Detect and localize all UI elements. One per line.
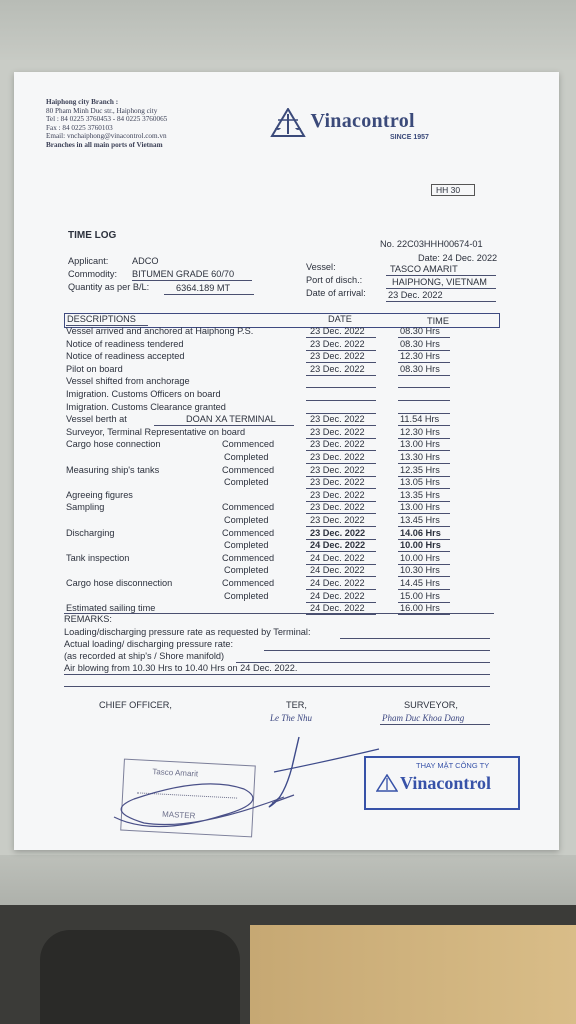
row-time-underline [398,400,450,401]
row-description: Discharging [66,527,115,538]
row-date-underline [306,400,376,401]
row-time: 12.30 Hrs [400,351,440,362]
row-date: 24 Dec. 2022 [310,540,366,551]
row-time: 08.30 Hrs [400,338,440,349]
remarks-line4: Air blowing from 10.30 Hrs to 10.40 Hrs on 24 Dec. 2022. [64,663,298,673]
row-time-underline [398,614,450,615]
row-date: 23 Dec. 2022 [310,326,365,336]
vessel-underline [386,275,496,276]
row-time: 13.00 Hrs [400,439,440,450]
row-sub-label: Commenced [222,552,275,563]
row-date: 23 Dec. 2022 [310,489,365,500]
row-sub-label: Commenced [222,578,275,588]
row-sub-label: Completed [224,515,269,525]
remarks-blank-line [64,686,490,687]
scales-icon [270,108,306,138]
row-time: 08.30 Hrs [400,326,440,336]
branch-address: 80 Pham Minh Duc str., Haiphong city [46,106,158,115]
applicant-label: Applicant: [68,256,109,266]
row-description: Tank inspection [66,552,130,563]
remarks-line1: Loading/discharging pressure rate as requested by Terminal: [64,627,311,637]
quantity-label: Quantity as per B/L: [68,282,150,292]
row-date: 23 Dec. 2022 [310,502,365,513]
stamp-company-name: Vinacontrol [400,773,492,793]
vessel-value: TASCO AMARIT [390,264,458,274]
row-date: 24 Dec. 2022 [310,578,365,588]
row-time: 13.35 Hrs [400,489,440,500]
row-description: Imigration. Customs Officers on board [66,389,221,399]
row-time: 12.35 Hrs [400,464,440,475]
remarks-line1-underline [340,638,490,639]
row-date: 23 Dec. 2022 [310,439,365,450]
master-stamp-title: MASTER [161,809,196,821]
row-date: 23 Dec. 2022 [310,338,365,349]
branch-header [46,98,167,150]
row-date: 24 Dec. 2022 [310,590,365,601]
row-sub-label: Commenced [222,439,275,450]
remarks-label: REMARKS: [64,614,112,624]
port-label: Port of disch.: [306,275,363,285]
row-description: Estimated sailing time [66,603,156,614]
row-description: Vessel arrived and anchored at Haiphong P.S. [66,326,254,336]
row-date: 23 Dec. 2022 [310,363,365,374]
commodity-value: BITUMEN GRADE 60/70 [132,269,235,279]
remarks-line2: Actual loading/ discharging pressure rate: [64,639,234,649]
row-description: Vessel shifted from anchorage [66,376,190,387]
row-description: Agreeing figures [66,489,133,500]
surveyor-name: Pham Duc Khoa Dang [382,713,465,723]
background-desk-top [0,0,576,60]
row-time: 13.30 Hrs [400,452,440,462]
row-date-underline [306,614,376,615]
row-description: Measuring ship's tanks [66,464,160,475]
commodity-label: Commodity: [68,269,118,279]
row-sub-label: Completed [224,590,269,601]
row-sub-label: Commenced [222,502,275,513]
chief-officer-label: CHIEF OFFICER, [99,700,172,710]
row-sub-label: DOAN XA TERMINAL [186,414,276,425]
floor-wood [250,925,576,1024]
row-time: 10.00 Hrs [400,540,441,551]
branch-fax: Fax : 84 0225 3760103 [46,123,113,132]
row-date: 23 Dec. 2022 [310,452,365,462]
terminal-label: TER, [286,700,307,710]
time-log-document [14,72,559,850]
row-sub-label: Commenced [222,527,275,538]
floor-object [40,930,240,1024]
doc-title: TIME LOG [68,230,117,241]
remarks-line3: (as recorded at ship's / Shore manifold) [64,651,225,661]
row-description: Notice of readiness tendered [66,338,184,349]
row-time: 13.00 Hrs [400,502,440,513]
row-description: Cargo hose connection [66,439,161,450]
stamp-scales-icon [376,774,398,792]
branch-note: Branches in all main ports of Vietnam [46,140,163,149]
signature-scribbles [94,727,384,837]
desk-edge [0,855,576,905]
row-sub-label: Completed [224,540,269,551]
row-date: 23 Dec. 2022 [310,527,366,538]
arrival-underline [386,301,496,302]
port-underline [386,288,496,289]
row-description: Cargo hose disconnection [66,578,173,588]
commodity-underline [132,280,252,281]
row-description: Imigration. Customs Clearance granted [66,401,226,412]
row-description: Sampling [66,502,105,513]
row-date-underline [306,375,376,376]
vessel-label: Vessel: [306,262,336,272]
row-date: 23 Dec. 2022 [310,477,365,488]
row-date-underline [306,387,376,388]
doc-date: Date: 24 Dec. 2022 [418,253,498,263]
remarks-line2-underline [264,650,490,651]
row-description: Notice of readiness accepted [66,351,185,362]
row-time: 14.45 Hrs [400,578,440,588]
row-time: 13.05 Hrs [400,477,440,488]
logo-since: SINCE 1957 [390,134,429,141]
surveyor-label: SURVEYOR, [404,700,458,710]
quantity-underline [164,294,254,295]
row-time: 10.00 Hrs [400,552,440,563]
row-time: 14.06 Hrs [400,527,441,538]
branch-email: Email: vnchaiphong@vinacontrol.com.vn [46,132,167,141]
row-time: 08.30 Hrs [400,363,440,374]
row-date: 24 Dec. 2022 [310,603,365,614]
row-time-underline [398,375,450,376]
row-time: 16.00 Hrs [400,603,440,614]
vinacontrol-stamp [364,756,520,810]
row-date: 23 Dec. 2022 [310,426,365,437]
table-bottom-rule [64,613,494,614]
col-descriptions: DESCRIPTIONS [67,314,136,324]
surveyor-underline [380,724,490,725]
row-time: 12.30 Hrs [400,426,440,437]
branch-tel: Tel : 84 0225 3760453 - 84 0225 3760065 [46,115,168,124]
col-time: TIME [427,316,449,326]
row-description: Surveyor, Terminal Representative on board [66,426,246,437]
row-sub-label: Completed [224,477,269,488]
doc-number: No. 22C03HHH00674-01 [380,239,483,249]
row-date: 23 Dec. 2022 [310,515,365,525]
row-date: 23 Dec. 2022 [310,351,365,362]
remarks-line4-underline [64,674,490,675]
applicant-value: ADCO [132,256,159,266]
row-date: 23 Dec. 2022 [310,414,365,425]
arrival-label: Date of arrival: [306,288,366,298]
row-time: 11.54 Hrs [400,414,440,425]
quantity-value: 6364.189 MT [176,283,231,293]
stamp-company-title: THAY MẶT CÔNG TY [416,761,490,770]
col-date: DATE [328,314,352,324]
vinacontrol-logo [270,108,429,141]
row-date: 24 Dec. 2022 [310,552,365,563]
row-date: 24 Dec. 2022 [310,565,365,576]
row-time: 13.45 Hrs [400,515,440,525]
row-time-underline [398,387,450,388]
row-description: Vessel berth at [66,414,127,425]
row-sub-label: Commenced [222,464,275,475]
row-sub-label: Completed [224,452,269,462]
logo-name: Vinacontrol [310,110,415,133]
row-time: 10.30 Hrs [400,565,440,576]
row-sub-label: Completed [224,565,269,576]
row-date: 23 Dec. 2022 [310,464,365,475]
master-stamp-vessel: Tasco Amarit [152,767,199,779]
form-code: HH 30 [431,184,475,196]
row-time: 15.00 Hrs [400,590,440,601]
arrival-value: 23 Dec. 2022 [388,290,443,300]
terminal-name: Le The Nhu [270,713,313,723]
port-value: HAIPHONG, VIETNAM [392,277,487,287]
row-description: Pilot on board [66,363,123,374]
branch-name: Haiphong city Branch : [46,98,119,106]
